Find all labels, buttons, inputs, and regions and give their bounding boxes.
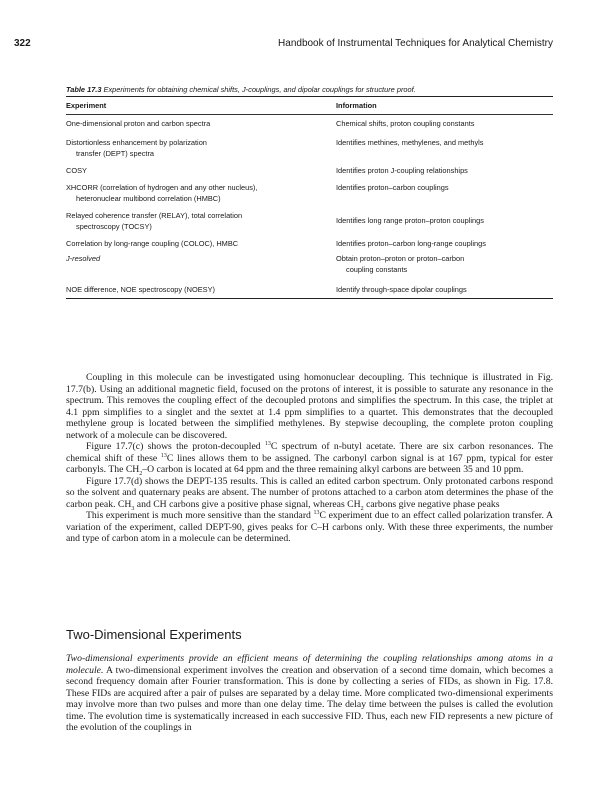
body-text bbox=[66, 372, 553, 545]
paragraph-polarization-transfer: This experiment is much more sensitive than the standard $^{13}$C experiment due to an effect called polarization transfer. A variation of the experiment, called DEPT-90, gives peaks for C–H carbons only. With these three experiments, the number and type of carbon atom in a molecule can be determined. bbox=[66, 509, 553, 544]
table-caption-text: Experiments for obtaining chemical shifts, J-couplings, and dipolar couplings for structure proof. bbox=[103, 85, 416, 94]
table-cell-experiment-continued: spectroscopy (TOCSY) bbox=[76, 222, 152, 231]
table-row bbox=[66, 182, 553, 204]
table-caption-label: Table 17.3 bbox=[66, 85, 102, 94]
table-cell-experiment-continued: heteronuclear multibond correlation (HMBC) bbox=[76, 194, 221, 203]
table-header-row bbox=[66, 97, 553, 114]
table-row bbox=[66, 253, 553, 275]
table-cell-experiment: COSY bbox=[66, 166, 87, 175]
table-cell-information: Identifies proton J-coupling relationships bbox=[336, 166, 468, 175]
table-row bbox=[66, 210, 553, 232]
table-cell-experiment-continued: transfer (DEPT) spectra bbox=[76, 149, 155, 158]
table-cell-experiment: XHCORR (correlation of hydrogen and any other nucleus), bbox=[66, 183, 258, 192]
table-cell-information: Obtain proton–proton or proton–carbon bbox=[336, 254, 465, 263]
table-cell-experiment: Relayed coherence transfer (RELAY), total correlation bbox=[66, 211, 243, 220]
table-bottom-rule bbox=[66, 298, 553, 299]
paragraph-two-dimensional: Two-dimensional experiments provide an efficient means of determining the coupling relationships among atoms in a molecule. A two-dimensional experiment involves the creation and observation of a second time domain, which becomes a second frequency domain after Fourier transformation. This is done by collecting a series of FIDs, as shown in Fig. 17.8. These FIDs are acquired after a pair of pulses are separated by a delay time. More complicated two-dimensional experiments may involve more than two pulses and more than one delay time. The delay time between the pulses is called the evolution time. The evolution time is systematically increased in each successive FID. Thus, each new FID represents a new picture of the evolution of the couplings in bbox=[66, 653, 553, 733]
table-cell-experiment: Distortionless enhancement by polarization bbox=[66, 138, 207, 147]
table-cell-information-continued: coupling constants bbox=[346, 265, 408, 274]
table-caption bbox=[66, 85, 566, 94]
paragraph-homonuclear-decoupling: Coupling in this molecule can be investigated using homonuclear decoupling. This technique is illustrated in Fig. 17.7(b). Using an additional magnetic field, focused on the protons of interest, it is possible to saturate any resonance in the spectrum. This removes the coupling effect of the decoupled protons and simplifies the spectrum. In this case, the triplet at 4.1 ppm simplifies to a singlet and the sextet at 1.4 ppm simplifies to a quartet. This demonstrates that the decoupled methylene group is located between the simplified methylenes. By stepwise decoupling, the complete proton coupling network of a molecule can be discovered. bbox=[66, 372, 553, 441]
table-cell-information: Identifies proton–carbon long-range couplings bbox=[336, 239, 486, 248]
table-cell-experiment: J-resolved bbox=[66, 254, 101, 263]
running-head: Handbook of Instrumental Techniques for Analytical Chemistry bbox=[278, 38, 553, 49]
table-cell-experiment: One-dimensional proton and carbon spectra bbox=[66, 119, 211, 128]
table-body bbox=[66, 115, 553, 298]
table-cell-experiment: NOE difference, NOE spectroscopy (NOESY) bbox=[66, 285, 215, 294]
experiments-table bbox=[66, 96, 553, 299]
paragraph-dept: Figure 17.7(d) shows the DEPT-135 results. This is called an edited carbon spectrum. Only protonated carbons respond so the solvent and quaternary peaks are absent. The number of protons attached to a carbon atom determines the phase of the carbon peak. $CH_3$ and CH carbons give a positive phase signal, whereas $CH_2$ carbons give negative phase peaks bbox=[66, 475, 553, 512]
table-cell-experiment: Correlation by long-range coupling (COLOC), HMBC bbox=[66, 239, 239, 248]
table-row bbox=[66, 238, 553, 249]
paragraph-carbon-spectrum: Figure 17.7(c) shows the proton-decoupled $^{13}$C spectrum of n-butyl acetate. There are six carbon resonances. The chemical shift of these $^{13}$C lines allows them to be assigned. The carbonyl carbon signal is at 167 ppm, typical for ester carbonyls. The $CH_2-O$ carbon is located at 64 ppm and the three remaining alkyl carbons are between 35 and 10 ppm. bbox=[66, 440, 553, 477]
table-cell-information: Identify through-space dipolar couplings bbox=[336, 285, 467, 294]
table-row bbox=[66, 165, 553, 176]
table-row bbox=[66, 284, 553, 295]
table-cell-information: Identifies long range proton–proton couplings bbox=[336, 216, 484, 225]
column-header-experiment: Experiment bbox=[66, 101, 107, 110]
column-header-information: Information bbox=[336, 101, 377, 110]
page-number: 322 bbox=[14, 38, 31, 49]
section-text bbox=[66, 653, 553, 734]
table-cell-information: Chemical shifts, proton coupling constants bbox=[336, 119, 475, 128]
table-cell-information: Identifies methines, methylenes, and methyls bbox=[336, 138, 484, 147]
table-row bbox=[66, 137, 553, 159]
table-row bbox=[66, 118, 553, 129]
table-cell-information: Identifies proton–carbon couplings bbox=[336, 183, 449, 192]
section-heading: Two-Dimensional Experiments bbox=[66, 627, 242, 642]
